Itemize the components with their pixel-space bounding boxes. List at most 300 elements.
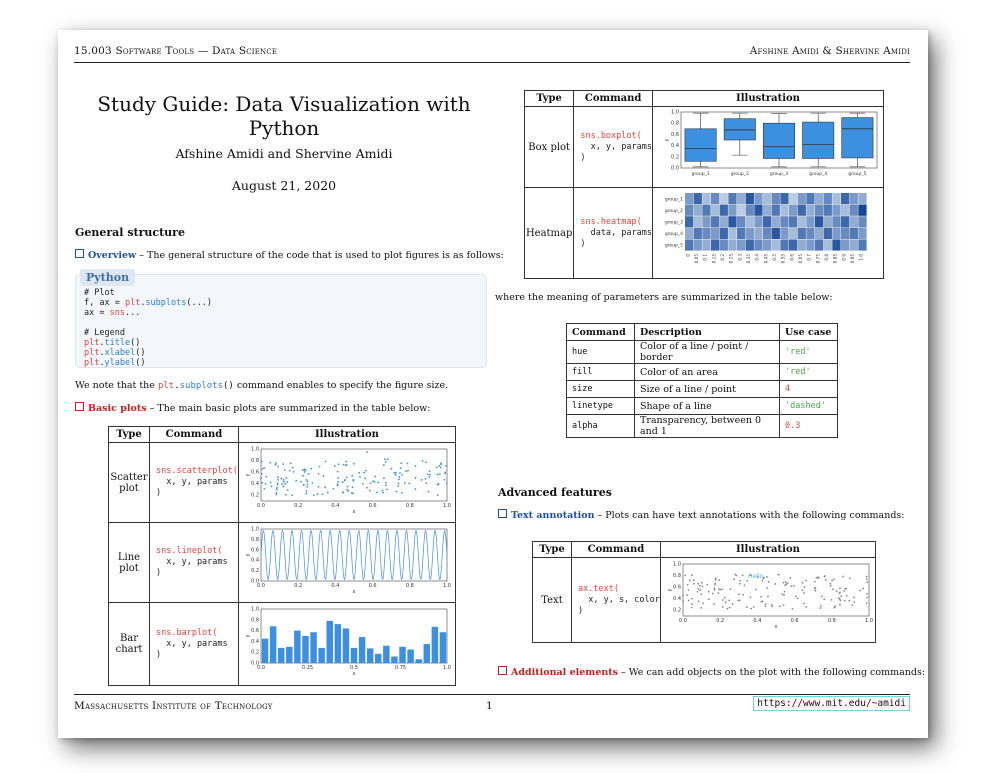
- scatter-point: [805, 580, 807, 582]
- scatter-point: [346, 476, 348, 478]
- scatter-point: [824, 576, 826, 578]
- y-axis-label: y: [664, 138, 670, 142]
- code-line-1: # Plot: [84, 288, 115, 298]
- scatter-point: [840, 595, 842, 597]
- illustration-cell: [238, 603, 455, 686]
- heatmap-cell: [832, 239, 840, 250]
- scatter-point: [444, 471, 446, 473]
- param-desc: Color of an area: [635, 364, 780, 381]
- heatmap-cell: [754, 205, 762, 216]
- scatter-point: [261, 482, 263, 484]
- scatter-point: [397, 483, 399, 485]
- box: [842, 118, 873, 158]
- scatter-point: [715, 579, 717, 581]
- additional-elements-label: Additional elements: [511, 667, 619, 678]
- command-cell: sns.scatterplot( x, y, params ): [150, 443, 239, 523]
- scatter-point: [832, 589, 834, 591]
- scatter-point: [726, 608, 728, 610]
- x-tick-label: 0.6: [368, 503, 377, 509]
- scatter-point: [364, 477, 366, 479]
- type-cell: Text: [533, 558, 572, 643]
- scatter-point: [398, 479, 400, 481]
- y-tick-label: group_1: [664, 197, 683, 203]
- scatter-point: [377, 481, 379, 483]
- scatter-point: [839, 598, 841, 600]
- heatmap-cell: [806, 193, 814, 204]
- scatter-point: [689, 579, 691, 581]
- checkbox-icon: [498, 666, 507, 675]
- heatmap-cell: [858, 216, 866, 227]
- scatter-point: [276, 487, 278, 489]
- text-annotation-illustration: [661, 558, 875, 638]
- scatter-point: [337, 483, 339, 485]
- scatter-point: [701, 582, 703, 584]
- table-row: [567, 398, 838, 415]
- x-tick-label: 0.4: [331, 583, 340, 589]
- scatter-point: [781, 593, 783, 595]
- bar: [440, 632, 446, 663]
- scatter-point: [804, 586, 806, 588]
- heatmap-cell: [694, 193, 702, 204]
- heatmap-cell: [694, 228, 702, 239]
- scatter-point: [427, 474, 429, 476]
- scatter-point: [337, 477, 339, 479]
- scatter-point: [682, 595, 684, 597]
- x-tick-label: 0.4: [331, 503, 340, 509]
- x-tick-label: 0.95: [850, 254, 855, 264]
- scatter-point: [370, 482, 372, 484]
- heatmap-cell: [815, 216, 823, 227]
- scatter-point: [843, 590, 845, 592]
- x-tick-label: 0.0: [678, 618, 687, 624]
- scatter-point: [739, 583, 741, 585]
- scatter-point: [767, 595, 769, 597]
- scatter-point: [287, 489, 289, 491]
- scatter-point: [262, 468, 264, 470]
- heatmap-cell: [702, 216, 710, 227]
- checkbox-icon: [75, 249, 84, 258]
- scatter-point: [721, 588, 723, 590]
- x-tick-label: 0.3: [737, 254, 743, 261]
- adv-col-illustration: Illustration: [660, 542, 875, 558]
- scatter-point: [395, 474, 397, 476]
- scatter-point: [440, 467, 442, 469]
- scatter-point: [691, 607, 693, 609]
- bar: [343, 628, 349, 663]
- params-col-use-case: Use case: [780, 324, 838, 341]
- scatter-point: [699, 585, 701, 587]
- y-tick-label: group_2: [664, 208, 683, 214]
- y-tick-label: 0.0: [671, 165, 679, 172]
- x-tick-label: group_3: [769, 172, 789, 177]
- heatmap-cell: [798, 205, 806, 216]
- heatmap-cell: [711, 228, 719, 239]
- scatter-point: [405, 470, 407, 472]
- scatter-point: [366, 487, 368, 489]
- bar: [359, 637, 365, 663]
- basic-plots-text: – The main basic plots are summarized in the table below:: [146, 403, 431, 414]
- scatter-point: [815, 590, 817, 592]
- heatmap-cell: [806, 205, 814, 216]
- bar: [407, 650, 413, 664]
- heatmap-cell: [746, 239, 754, 250]
- scatter-point: [280, 478, 282, 480]
- heatmap-cell: [754, 228, 762, 239]
- scatter-point: [321, 493, 323, 495]
- heatmap-cell: [858, 239, 866, 250]
- scatter-point: [338, 463, 340, 465]
- scatter-point: [774, 583, 776, 585]
- y-tick-label: group_3: [664, 220, 683, 226]
- scatter-point: [814, 581, 816, 583]
- y-tick-label: 0.0: [250, 660, 259, 667]
- scatter-point: [303, 484, 305, 486]
- heatmap-cell: [832, 193, 840, 204]
- param-use: 4: [780, 381, 838, 398]
- scatter-point: [739, 580, 741, 582]
- table-row: [109, 523, 456, 603]
- scatter-point: [317, 486, 319, 488]
- scatter-point: [401, 492, 403, 494]
- bar-chart-illustration: [239, 603, 453, 681]
- table-row: [525, 188, 884, 279]
- scatter-point: [366, 451, 368, 453]
- scatter-point: [760, 596, 762, 598]
- x-tick-label: 0.35: [746, 254, 751, 264]
- scatter-point: [779, 605, 781, 607]
- scatter-point: [839, 587, 841, 589]
- scatter-point: [424, 478, 426, 480]
- x-tick-label: 0.75: [394, 665, 406, 671]
- scatter-point: [351, 475, 353, 477]
- scatter-point: [293, 471, 295, 473]
- scatter-point: [783, 591, 785, 593]
- checkbox-icon: [498, 509, 507, 518]
- scatter-point: [845, 588, 847, 590]
- date: August 21, 2020: [231, 178, 337, 193]
- scatter-point: [260, 477, 262, 479]
- x-tick-label: 0.2: [294, 583, 303, 589]
- scatter-point: [263, 467, 265, 469]
- right-col-command: Command: [574, 91, 653, 107]
- scatter-point: [699, 589, 701, 591]
- scatter-point: [712, 593, 714, 595]
- scatter-point: [859, 590, 861, 592]
- scatter-point: [785, 583, 787, 585]
- table-row: [525, 107, 884, 188]
- advanced-heading: Advanced features: [498, 486, 612, 499]
- scatter-point: [324, 486, 326, 488]
- scatter-point: [322, 475, 324, 477]
- scatter-point: [275, 492, 277, 494]
- scatter-point: [282, 479, 284, 481]
- y-tick-label: 0.6: [250, 628, 259, 635]
- scatter-point: [437, 494, 439, 496]
- table-row: [109, 603, 456, 686]
- scatter-point: [291, 494, 293, 496]
- basic-plots-paragraph: [75, 402, 430, 414]
- params-col-command: Command: [567, 324, 635, 341]
- box-plot-illustration: [653, 107, 883, 183]
- scatter-point: [346, 464, 348, 466]
- heatmap-cell: [763, 205, 771, 216]
- scatter-point: [385, 461, 387, 463]
- scatter-point: [385, 485, 387, 487]
- scatter-point: [713, 589, 715, 591]
- document-page: [58, 30, 928, 738]
- type-cell: Box plot: [525, 107, 574, 188]
- heatmap-cell: [720, 205, 728, 216]
- scatter-point: [269, 462, 271, 464]
- scatter-point: [302, 475, 304, 477]
- scatter-point: [310, 468, 312, 470]
- scatter-point: [369, 490, 371, 492]
- scatter-point: [785, 581, 787, 583]
- scatter-point: [722, 606, 724, 608]
- scatter-point: [306, 486, 308, 488]
- heatmap-cell: [685, 216, 693, 227]
- x-axis-label: x: [774, 624, 778, 630]
- param-use: 'red': [780, 364, 838, 381]
- scatter-point: [261, 473, 263, 475]
- heatmap-cell: [746, 228, 754, 239]
- heatmap-cell: [772, 239, 780, 250]
- params-intro: where the meaning of parameters are summarized in the table below:: [495, 292, 833, 303]
- scatter-point: [839, 591, 841, 593]
- y-tick-label: 1.0: [250, 606, 259, 613]
- footer-url-link[interactable]: https://www.mit.edu/~amidi: [753, 696, 910, 711]
- scatter-point: [282, 486, 284, 488]
- bar: [334, 624, 340, 663]
- code-line-3: ax = sns...: [84, 308, 141, 318]
- scatter-point: [737, 600, 739, 602]
- scatter-point: [346, 486, 348, 488]
- scatter-point: [764, 603, 766, 605]
- scatter-point: [439, 473, 441, 475]
- bar: [367, 648, 373, 663]
- y-tick-label: 0.8: [250, 536, 259, 543]
- x-tick-label: 0.5: [349, 665, 358, 671]
- param-cmd: size: [567, 381, 635, 398]
- scatter-point: [866, 597, 868, 599]
- illustration-cell: [238, 443, 455, 523]
- scatter-point: [337, 471, 339, 473]
- x-tick-label: 0.15: [711, 254, 717, 264]
- scatter-point: [319, 466, 321, 468]
- heatmap-cell: [832, 216, 840, 227]
- x-tick-label: 0.8: [827, 618, 836, 624]
- x-tick-label: group_1: [691, 172, 710, 177]
- overview-label: Overview: [88, 250, 137, 261]
- scatter-point: [445, 465, 447, 467]
- bar: [326, 621, 332, 663]
- heatmap-cell: [746, 193, 754, 204]
- scatter-point: [724, 597, 726, 599]
- scatter-point: [693, 583, 695, 585]
- bar: [310, 632, 316, 663]
- scatter-point: [825, 579, 827, 581]
- x-tick-label: 0.6: [789, 254, 795, 261]
- scatter-point: [334, 465, 336, 467]
- heatmap-cell: [754, 216, 762, 227]
- scatter-point: [385, 482, 387, 484]
- scatter-point: [687, 584, 689, 586]
- heatmap-cell: [711, 205, 719, 216]
- scatter-point: [801, 589, 803, 591]
- box-heatmap-table: [524, 90, 884, 279]
- y-tick-label: 0.6: [250, 469, 259, 476]
- table-row: [567, 341, 838, 364]
- scatter-point: [398, 476, 400, 478]
- heatmap-cell: [746, 205, 754, 216]
- code-line-7: plt.xlabel(): [84, 348, 146, 358]
- heatmap-cell: [832, 228, 840, 239]
- heatmap-cell: [832, 205, 840, 216]
- heatmap-cell: [780, 239, 788, 250]
- table-row: [567, 364, 838, 381]
- additional-elements-text: – We can add objects on the plot with the following commands:: [618, 667, 926, 678]
- note-after: command enables to specify the figure size.: [233, 380, 449, 391]
- scatter-point: [264, 483, 266, 485]
- x-tick-label: 0.2: [716, 618, 725, 624]
- scatter-point: [732, 603, 734, 605]
- scatter-point: [406, 463, 408, 465]
- scatter-point: [363, 472, 365, 474]
- scatter-point: [833, 578, 835, 580]
- scatter-point: [691, 598, 693, 600]
- bar: [375, 654, 381, 663]
- page-number: 1: [486, 700, 493, 712]
- scatter-point: [833, 607, 835, 609]
- heatmap-cell: [850, 228, 858, 239]
- heatmap-cell: [772, 216, 780, 227]
- heatmap-cell: [858, 228, 866, 239]
- x-tick-label: 0.0: [256, 503, 265, 509]
- heatmap-cell: [789, 239, 797, 250]
- heatmap-cell: [685, 193, 693, 204]
- scatter-point: [342, 481, 344, 483]
- adv-col-command: Command: [572, 542, 661, 558]
- box: [724, 119, 755, 140]
- scatter-point: [760, 601, 762, 603]
- heatmap-cell: [694, 205, 702, 216]
- scatter-point: [742, 594, 744, 596]
- scatter-point: [724, 601, 726, 603]
- basic-plots-table: [108, 426, 456, 686]
- x-axis-label: x: [352, 671, 356, 677]
- heatmap-cell: [720, 228, 728, 239]
- scatter-point: [728, 599, 730, 601]
- adv-col-type: Type: [533, 542, 572, 558]
- x-tick-label: 0.65: [798, 254, 803, 264]
- command-cell: sns.barplot( x, y, params ): [150, 603, 239, 686]
- scatter-point: [706, 584, 708, 586]
- heatmap-cell: [824, 228, 832, 239]
- heatmap-cell: [685, 205, 693, 216]
- x-tick-label: 0.7: [806, 254, 812, 261]
- y-tick-label: 0.8: [250, 617, 259, 624]
- scatter-point: [783, 604, 785, 606]
- plot-frame: [683, 564, 869, 616]
- y-tick-label: 0.8: [250, 458, 259, 465]
- param-desc: Color of a line / point / border: [635, 341, 780, 364]
- scatter-point: [853, 601, 855, 603]
- box: [685, 129, 716, 161]
- scatter-point: [730, 588, 732, 590]
- bar: [423, 644, 429, 663]
- scatter-point: [866, 581, 868, 583]
- scatter-point: [351, 492, 353, 494]
- y-tick-label: 0.4: [250, 557, 259, 564]
- scatter-point: [820, 605, 822, 607]
- code-line-5: # Legend: [84, 328, 125, 338]
- scatter-point: [753, 606, 755, 608]
- heatmap-cell: [737, 193, 745, 204]
- command-cell: sns.boxplot( x, y, params ): [574, 107, 653, 188]
- plot-frame: [261, 449, 447, 501]
- scatter-point: [408, 482, 410, 484]
- param-use: 0.3: [780, 415, 838, 438]
- scatter-point: [844, 600, 846, 602]
- scatter-point: [691, 603, 693, 605]
- scatter-point: [821, 596, 823, 598]
- scatter-point: [404, 482, 406, 484]
- scatter-point: [276, 484, 278, 486]
- scatter-point: [793, 585, 795, 587]
- general-structure-heading: General structure: [75, 226, 185, 239]
- y-tick-label: 0.8: [671, 120, 679, 127]
- scatter-point: [729, 607, 731, 609]
- scatter-point: [783, 582, 785, 584]
- heatmap-cell: [702, 205, 710, 216]
- scatter-point: [300, 481, 302, 483]
- scatter-point: [384, 458, 386, 460]
- x-tick-label: 0.25: [728, 254, 734, 264]
- y-tick-label: 1.0: [672, 561, 681, 568]
- type-cell: Heatmap: [525, 188, 574, 279]
- basic-col-type: Type: [109, 427, 150, 443]
- scatter-point: [387, 458, 389, 460]
- scatter-point: [436, 474, 438, 476]
- basic-col-illustration: Illustration: [238, 427, 455, 443]
- scatter-point: [353, 463, 355, 465]
- bar: [432, 627, 438, 663]
- x-tick-label: 0.8: [405, 583, 414, 589]
- heatmap-cell: [763, 216, 771, 227]
- type-cell: Bar chart: [109, 603, 150, 686]
- heatmap-cell: [720, 239, 728, 250]
- heatmap-cell: [841, 239, 849, 250]
- x-tick-label: 0.25: [301, 665, 313, 671]
- text-annotation-text: – Plots can have text annotations with the following commands:: [594, 510, 905, 521]
- x-tick-label: 0.75: [815, 254, 821, 264]
- x-tick-label: 0.2: [294, 503, 303, 509]
- scatter-point: [684, 574, 686, 576]
- table-row: [567, 381, 838, 398]
- scatter-point: [789, 577, 791, 579]
- scatter-point: [796, 597, 798, 599]
- x-tick-label: 0.9: [841, 254, 847, 261]
- scatter-point: [766, 587, 768, 589]
- scatter-point: [437, 484, 439, 486]
- overview-text: – The general structure of the code that is used to plot figures is as follows:: [136, 250, 504, 261]
- heatmap-cell: [789, 216, 797, 227]
- heatmap-cell: [772, 205, 780, 216]
- x-tick-label: 1.0: [858, 254, 864, 261]
- scatter-point: [734, 574, 736, 576]
- scatter-point: [429, 470, 431, 472]
- scatter-point: [397, 485, 399, 487]
